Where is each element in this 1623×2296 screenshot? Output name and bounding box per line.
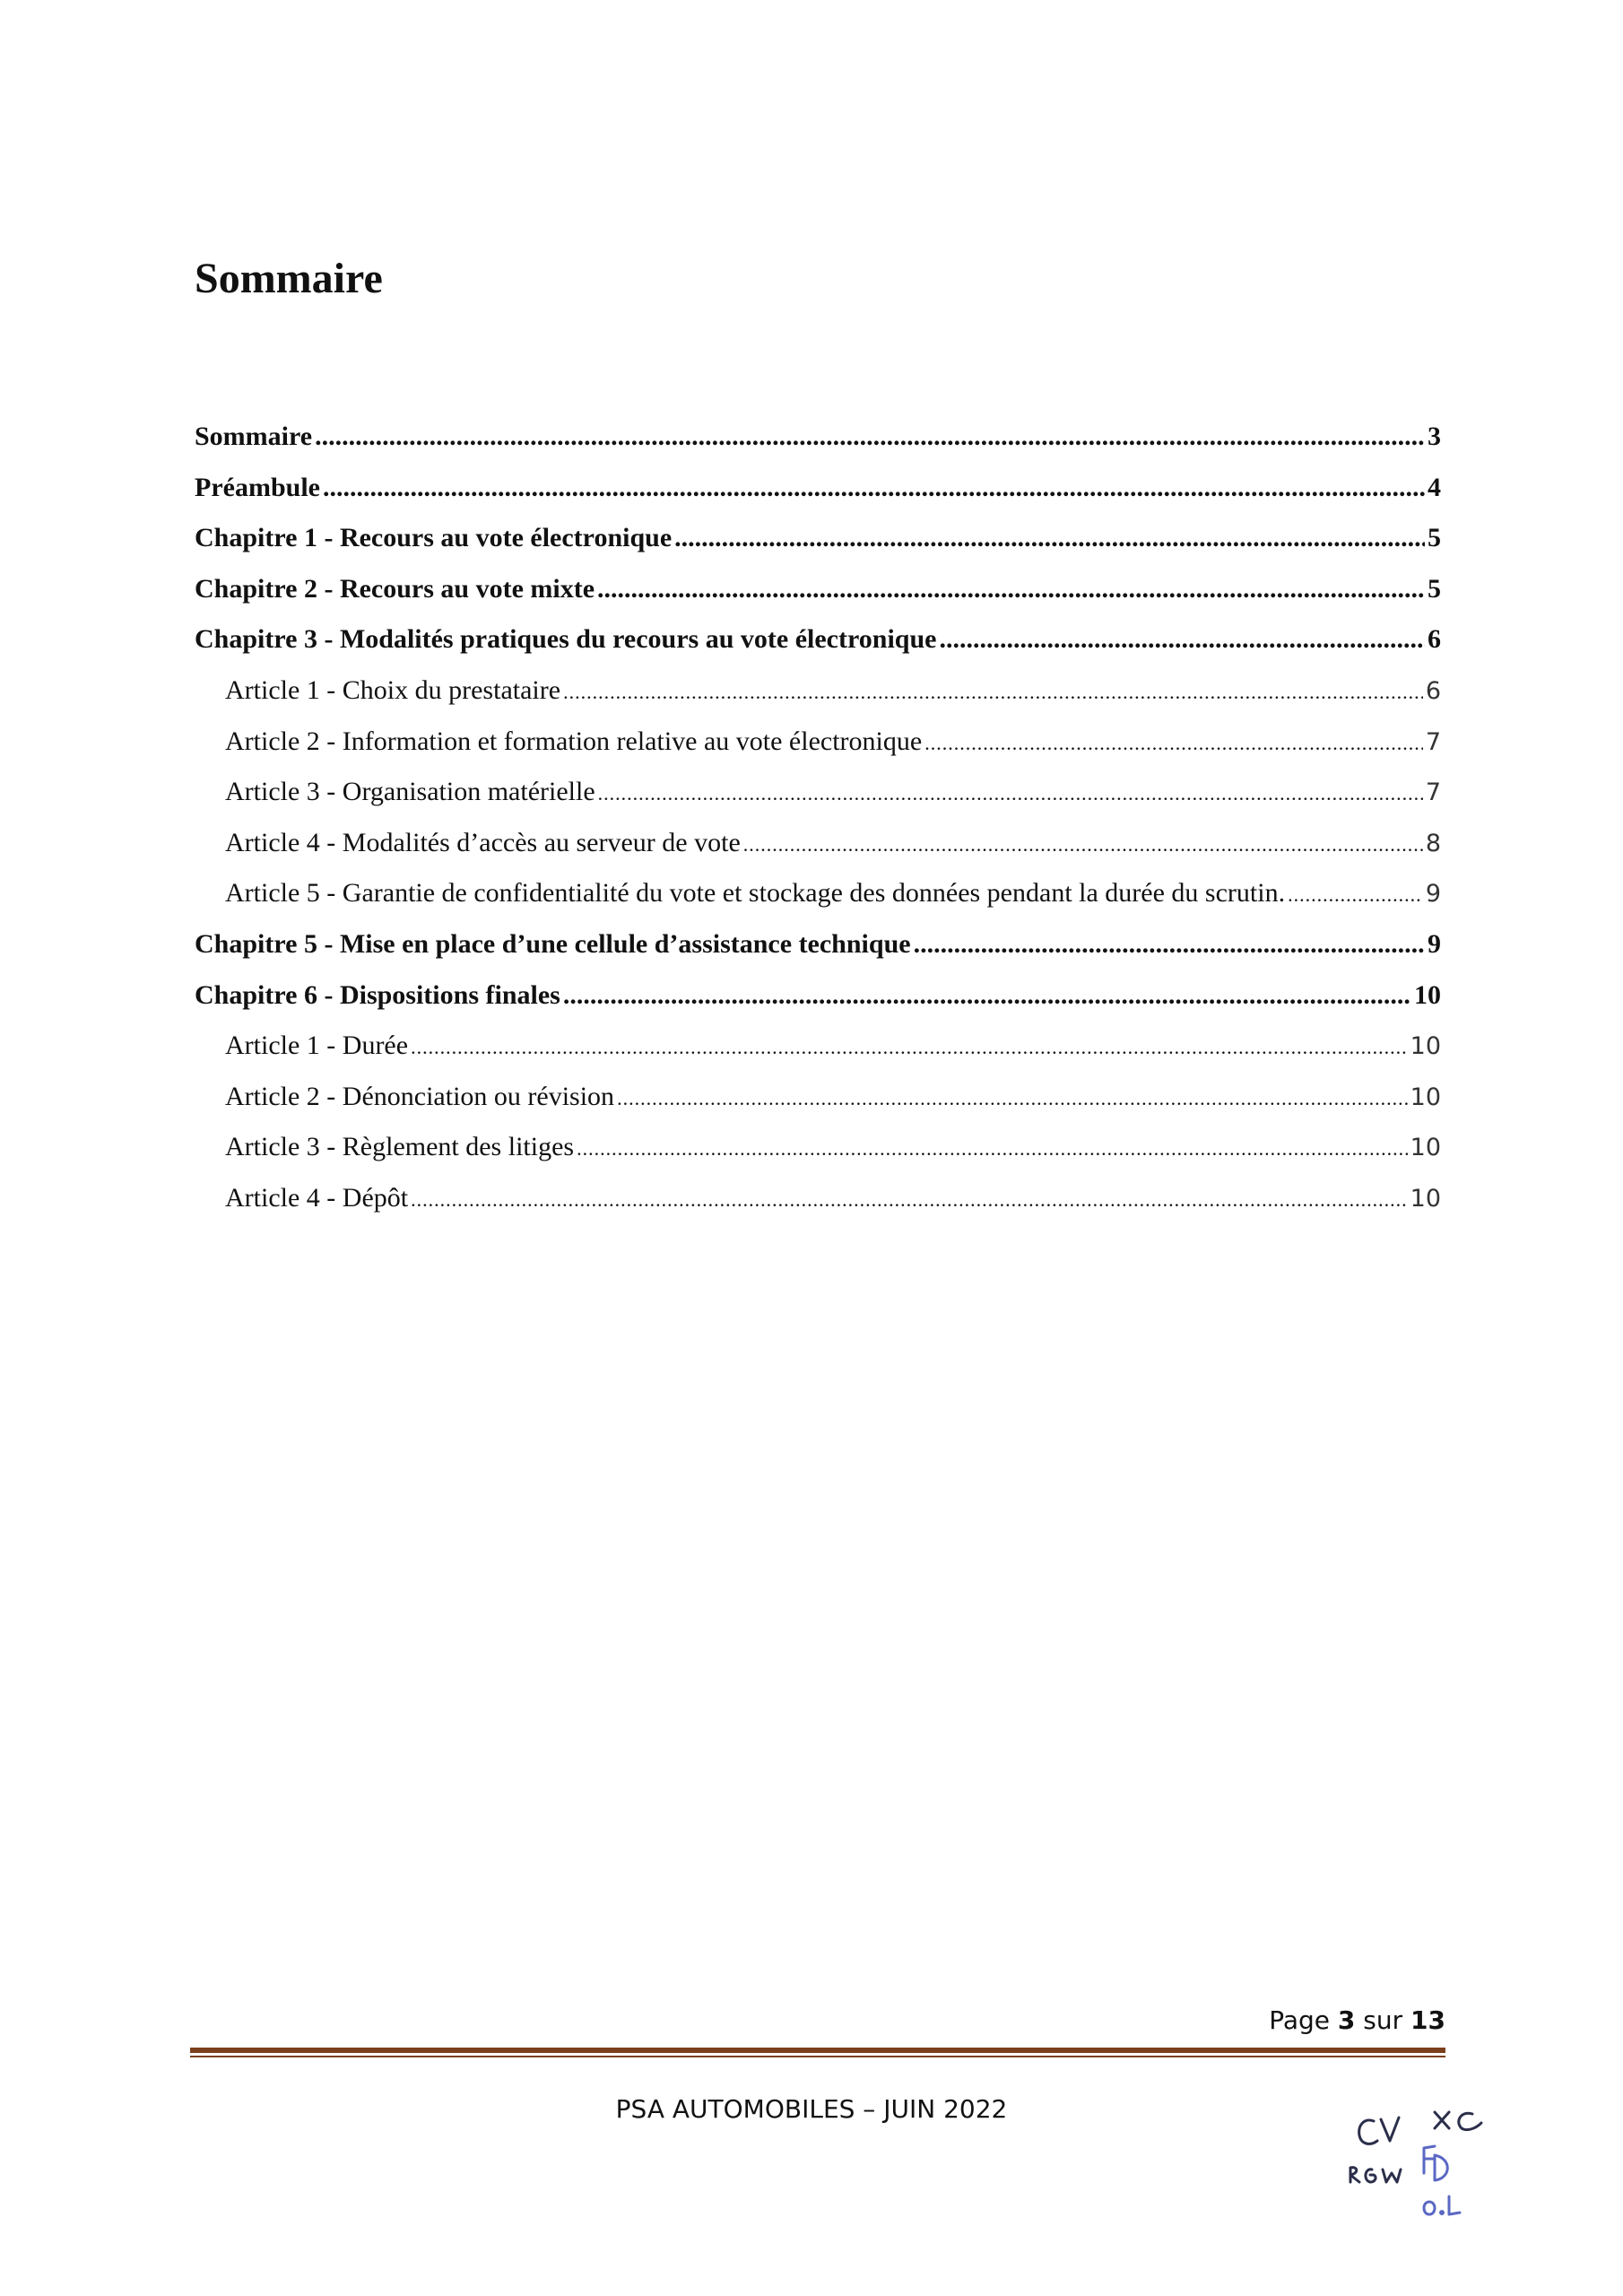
toc-article-entry[interactable] (195, 1132, 1441, 1183)
toc-entry-page-number: 10 (1410, 1032, 1441, 1061)
toc-entry-label: Article 5 - Garantie de confidentialité du vote et stockage des données pendant la durée du scrutin. (225, 878, 1286, 909)
toc-entry-label: Sommaire (195, 422, 313, 451)
toc-entry-page-number: 4 (1428, 472, 1441, 502)
table-of-contents (195, 422, 1441, 1234)
toc-dot-leader (411, 1188, 1408, 1212)
toc-entry-label: Article 2 - Information et formation relative au vote électronique (225, 726, 923, 756)
footer-rule-thin (190, 2056, 1445, 2057)
toc-entry-page-number: 6 (1425, 676, 1441, 705)
toc-article-entry[interactable] (195, 726, 1441, 778)
toc-dot-leader (1288, 883, 1423, 907)
toc-chapter-entry[interactable] (195, 574, 1441, 625)
toc-entry-label: Article 3 - Organisation matérielle (225, 777, 595, 807)
toc-entry-label: Chapitre 1 - Recours au vote électronique (195, 523, 673, 553)
toc-dot-leader (577, 1137, 1408, 1161)
toc-entry-page-number: 9 (1425, 880, 1441, 909)
toc-entry-label: Article 2 - Dénonciation ou révision (225, 1081, 615, 1111)
toc-article-entry[interactable] (195, 777, 1441, 828)
toc-entry-page-number: 7 (1425, 778, 1441, 807)
toc-dot-leader (674, 523, 1425, 553)
toc-entry-label: Article 3 - Règlement des litiges (225, 1132, 575, 1162)
toc-entry-label: Article 4 - Dépôt (225, 1182, 409, 1213)
page-number-separator: sur (1355, 2005, 1411, 2035)
toc-dot-leader (617, 1087, 1408, 1110)
page-number-current: 3 (1337, 2005, 1356, 2035)
toc-dot-leader (411, 1036, 1408, 1059)
toc-dot-leader (323, 473, 1425, 503)
toc-article-entry[interactable] (195, 675, 1441, 726)
toc-article-entry[interactable] (195, 878, 1441, 929)
page-title: Sommaire (195, 255, 383, 302)
toc-article-entry[interactable] (195, 1031, 1441, 1082)
toc-dot-leader (563, 681, 1423, 704)
toc-entry-label: Article 1 - Durée (225, 1031, 409, 1061)
toc-chapter-entry[interactable] (195, 473, 1441, 524)
footer-rule-thick (190, 2048, 1445, 2053)
toc-entry-label: Chapitre 2 - Recours au vote mixte (195, 573, 595, 604)
toc-article-entry[interactable] (195, 1183, 1441, 1234)
toc-entry-page-number: 8 (1425, 829, 1441, 857)
toc-entry-page-number: 10 (1414, 979, 1441, 1010)
handwritten-initials (1345, 2103, 1506, 2247)
page-number (1269, 2005, 1445, 2035)
toc-entry-label: Chapitre 5 - Mise en place d’une cellule d’assistance technique (195, 928, 911, 959)
toc-dot-leader (743, 833, 1423, 857)
toc-article-entry[interactable] (195, 1082, 1441, 1133)
toc-entry-page-number: 10 (1410, 1083, 1441, 1111)
toc-entry-label: Article 1 - Choix du prestataire (225, 674, 561, 705)
toc-dot-leader (315, 422, 1425, 452)
footer-company: PSA AUTOMOBILES – JUIN 2022 (615, 2094, 1008, 2124)
toc-entry-page-number: 10 (1410, 1184, 1441, 1213)
toc-entry-label: Préambule (195, 472, 320, 502)
toc-entry-page-number: 10 (1410, 1134, 1441, 1162)
toc-entry-page-number: 9 (1428, 928, 1441, 959)
toc-dot-leader (563, 980, 1411, 1011)
toc-chapter-entry[interactable] (195, 422, 1441, 473)
toc-entry-label: Chapitre 3 - Modalités pratiques du recours au vote électronique (195, 624, 937, 655)
toc-chapter-entry[interactable] (195, 624, 1441, 675)
toc-entry-page-number: 5 (1428, 573, 1441, 604)
toc-entry-page-number: 6 (1428, 624, 1441, 655)
page-number-prefix: Page (1269, 2005, 1338, 2035)
toc-chapter-entry[interactable] (195, 523, 1441, 574)
toc-dot-leader (598, 782, 1423, 805)
toc-entry-page-number: 7 (1425, 727, 1441, 756)
toc-entry-label: Chapitre 6 - Dispositions finales (195, 979, 560, 1010)
toc-article-entry[interactable] (195, 828, 1441, 879)
toc-chapter-entry[interactable] (195, 980, 1441, 1031)
toc-entry-page-number: 5 (1428, 523, 1441, 553)
toc-chapter-entry[interactable] (195, 929, 1441, 980)
toc-dot-leader (939, 624, 1425, 655)
toc-dot-leader (924, 732, 1423, 755)
page-number-total: 13 (1410, 2005, 1445, 2035)
toc-dot-leader (597, 574, 1425, 604)
toc-dot-leader (914, 929, 1425, 960)
toc-entry-page-number: 3 (1428, 422, 1441, 451)
toc-entry-label: Article 4 - Modalités d’accès au serveur de vote (225, 827, 741, 857)
